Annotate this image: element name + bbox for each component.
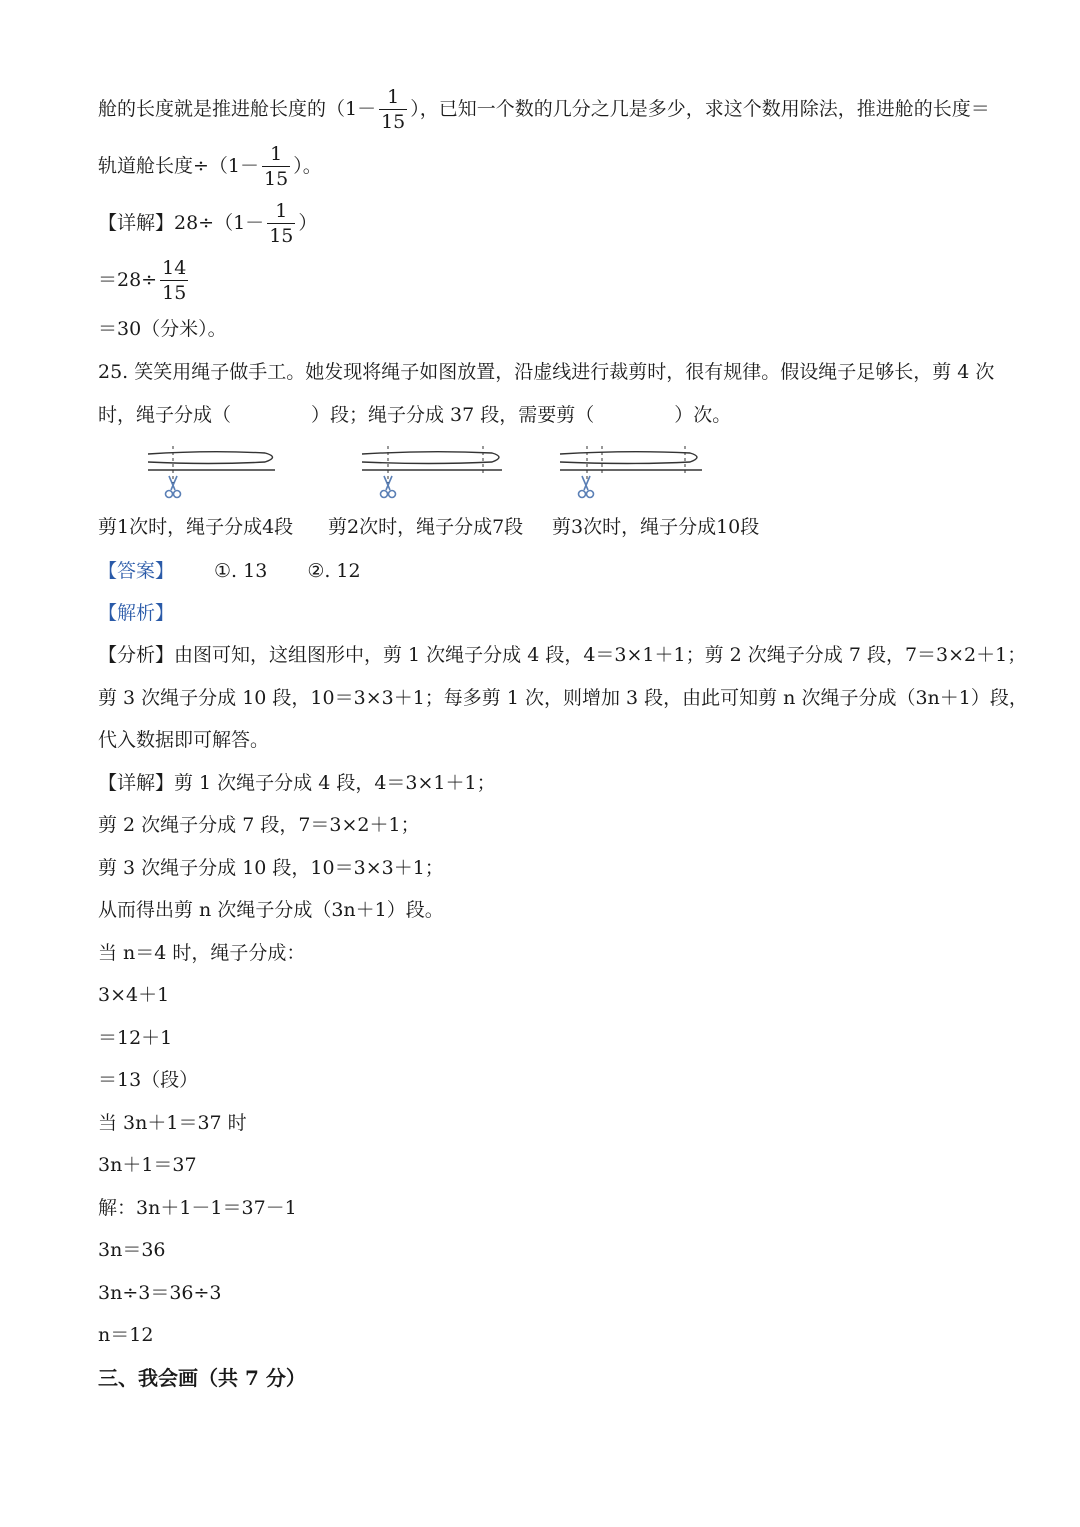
fraction-1-15: $\frac{1}{15}$ (264, 143, 289, 190)
answer-1: ①. 13 (214, 560, 268, 582)
text-line-2 (98, 145, 322, 189)
text-segment: 【详解】28÷（1－ (98, 212, 265, 234)
answer-line (98, 562, 361, 581)
detail-line-10: 3n＋1＝37 (98, 1154, 197, 1176)
text-line-1 (98, 88, 990, 132)
rope-figure-2 (362, 446, 502, 484)
detail-line-5: 当 n＝4 时，绳子分成： (98, 942, 306, 964)
answer-label: 【答案】 (98, 560, 175, 582)
detail-line-11: 解：3n＋1－1＝37－1 (98, 1197, 297, 1219)
figure-label-3: 剪3次时，绳子分成10段 (552, 516, 760, 538)
scissors-icon (166, 476, 181, 498)
figure-label-1: 剪1次时，绳子分成4段 (98, 516, 294, 538)
fraction-1-15: $\frac{1}{15}$ (269, 200, 294, 247)
detail-line-2: 剪 2 次绳子分成 7 段，7＝3×2＋1； (98, 814, 420, 836)
detail-line-9: 当 3n＋1＝37 时 (98, 1112, 247, 1134)
detail-line-12: 3n＝36 (98, 1239, 166, 1261)
text-segment: ）次。 (674, 404, 732, 426)
fraction-14-15: $\frac{14}{15}$ (162, 257, 187, 304)
detail-line-14: n＝12 (98, 1324, 154, 1346)
rope-cut-figures (140, 440, 720, 506)
text-segment: 舱的长度就是推进舱长度的（1－ (98, 98, 377, 120)
detail-line-3: 剪 3 次绳子分成 10 段，10＝3×3＋1； (98, 857, 444, 879)
question-25-line-1: 25. 笑笑用绳子做手工。她发现将绳子如图放置，沿虚线进行裁剪时，很有规律。假设绳子足够长，剪 4 次 (98, 361, 995, 383)
text-segment: ）。 (293, 155, 322, 177)
detail-line-8: ＝13（段） (98, 1069, 199, 1091)
text-line-5: ＝30（分米）。 (98, 318, 227, 340)
rope-figure-1 (148, 446, 275, 484)
rope-figure-3 (560, 446, 702, 484)
section-heading: 三、我会画（共 7 分） (98, 1366, 306, 1390)
fraction-1-15: $\frac{1}{15}$ (381, 86, 406, 133)
text-segment: ）段；绳子分成 37 段，需要剪（ (311, 404, 595, 426)
text-segment: 时，绳子分成（ (98, 404, 232, 426)
analysis-line-3: 代入数据即可解答。 (98, 729, 270, 751)
scissors-icon (579, 476, 594, 498)
detail-line-1: 【详解】剪 1 次绳子分成 4 段，4＝3×1＋1； (98, 772, 496, 794)
text-line-4 (98, 259, 191, 303)
detail-line-6: 3×4＋1 (98, 984, 170, 1006)
analysis-line-2: 剪 3 次绳子分成 10 段，10＝3×3＋1；每多剪 1 次，则增加 3 段，由此可知剪 n 次绳子分成（3n＋1）段， (98, 687, 1028, 709)
text-segment: 轨道舱长度÷（1－ (98, 155, 260, 177)
detail-line-4: 从而得出剪 n 次绳子分成（3n＋1）段。 (98, 899, 444, 921)
text-line-3 (98, 202, 317, 246)
analysis-label: 【解析】 (98, 602, 175, 624)
scissors-icon (381, 476, 396, 498)
text-segment: ＝28÷ (98, 269, 158, 291)
text-segment: ） (298, 212, 318, 234)
analysis-line-1: 【分析】由图可知，这组图形中，剪 1 次绳子分成 4 段，4＝3×1＋1；剪 2 次绳子分成 7 段，7＝3×2＋1； (98, 644, 1027, 666)
detail-line-13: 3n÷3＝36÷3 (98, 1282, 222, 1304)
text-segment: ），已知一个数的几分之几是多少，求这个数用除法，推进舱的长度＝ (410, 98, 990, 120)
question-25-line-2 (98, 406, 731, 425)
detail-line-7: ＝12＋1 (98, 1027, 173, 1049)
figure-label-2: 剪2次时，绳子分成7段 (328, 516, 524, 538)
answer-2: ②. 12 (307, 560, 361, 582)
